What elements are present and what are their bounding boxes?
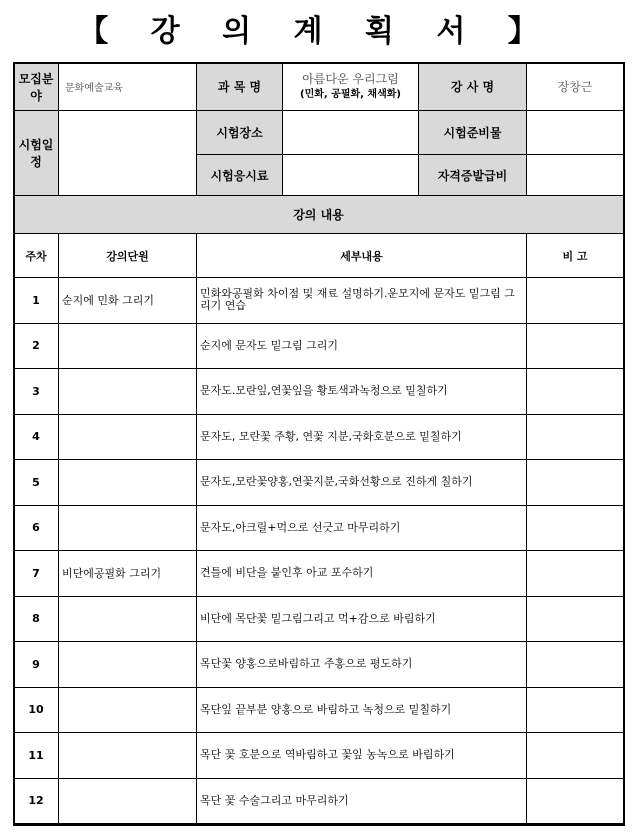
lecture-unit bbox=[59, 460, 197, 506]
table-row bbox=[14, 642, 624, 688]
lecture-note bbox=[527, 551, 624, 597]
exam-place-label: 시험장소 bbox=[197, 111, 283, 155]
lecture-note bbox=[527, 778, 624, 824]
table-row bbox=[14, 278, 624, 324]
week-number: 10 bbox=[14, 687, 59, 733]
instructor-label: 강 사 명 bbox=[419, 63, 527, 111]
lecture-note bbox=[527, 323, 624, 369]
exam-schedule-label: 시험일정 bbox=[14, 111, 59, 196]
lecture-content: 목단꽃 양홍으로바림하고 주홍으로 평도하기 bbox=[197, 642, 527, 688]
cert-fee-label: 자격증발급비 bbox=[419, 155, 527, 196]
lecture-content: 목단 꽃 호분으로 역바림하고 꽃잎 농녹으로 바림하기 bbox=[197, 733, 527, 779]
exam-place-value bbox=[283, 111, 419, 155]
lecture-unit bbox=[59, 778, 197, 824]
lecture-unit bbox=[59, 642, 197, 688]
lecture-content: 문자도,모란꽃양홍,연꽃지분,국화선황으로 진하게 칠하기 bbox=[197, 460, 527, 506]
table-row bbox=[14, 687, 624, 733]
week-number: 12 bbox=[14, 778, 59, 824]
lecture-plan-table bbox=[13, 62, 624, 824]
column-header-unit: 강의단원 bbox=[59, 234, 197, 278]
section-title: 강의 내용 bbox=[14, 196, 624, 234]
lecture-note bbox=[527, 369, 624, 415]
lecture-unit: 순지에 민화 그리기 bbox=[59, 278, 197, 324]
exam-prep-label: 시험준비물 bbox=[419, 111, 527, 155]
exam-fee-value bbox=[283, 155, 419, 196]
field-value: 문화예술교육 bbox=[59, 63, 197, 111]
lecture-content: 비단에 목단꽃 밑그림그리고 먹+감으로 바림하기 bbox=[197, 596, 527, 642]
week-number: 1 bbox=[14, 278, 59, 324]
lecture-content: 목단 꽃 수술그리고 마무리하기 bbox=[197, 778, 527, 824]
lecture-unit bbox=[59, 505, 197, 551]
course-subtitle: (민화, 공필화, 채색화) bbox=[300, 88, 401, 100]
lecture-unit bbox=[59, 687, 197, 733]
week-number: 8 bbox=[14, 596, 59, 642]
field-label: 모집분야 bbox=[14, 63, 59, 111]
instructor-value: 장창근 bbox=[527, 63, 624, 111]
week-number: 7 bbox=[14, 551, 59, 597]
week-number: 4 bbox=[14, 414, 59, 460]
table-row bbox=[14, 596, 624, 642]
weeks-body bbox=[14, 278, 624, 824]
week-number: 6 bbox=[14, 505, 59, 551]
table-row bbox=[14, 323, 624, 369]
lecture-unit bbox=[59, 323, 197, 369]
lecture-content: 문자도,아크릴+먹으로 선긋고 마무리하기 bbox=[197, 505, 527, 551]
exam-fee-label: 시험응시료 bbox=[197, 155, 283, 196]
lecture-note bbox=[527, 687, 624, 733]
column-header-content: 세부내용 bbox=[197, 234, 527, 278]
table-row bbox=[14, 551, 624, 597]
lecture-content: 견틀에 비단을 붙인후 아교 포수하기 bbox=[197, 551, 527, 597]
table-row bbox=[14, 460, 624, 506]
lecture-unit bbox=[59, 733, 197, 779]
week-number: 9 bbox=[14, 642, 59, 688]
lecture-unit: 비단에공필화 그리기 bbox=[59, 551, 197, 597]
week-number: 2 bbox=[14, 323, 59, 369]
week-number: 5 bbox=[14, 460, 59, 506]
course-cell bbox=[283, 63, 419, 111]
page-title: 【 강 의 계 획 서 】 bbox=[78, 14, 554, 49]
course-label: 과 목 명 bbox=[197, 63, 283, 111]
lecture-unit bbox=[59, 414, 197, 460]
lecture-note bbox=[527, 505, 624, 551]
exam-schedule-value bbox=[59, 111, 197, 196]
lecture-note bbox=[527, 596, 624, 642]
lecture-content: 목단잎 끝부분 양홍으로 바림하고 녹청으로 밑칠하기 bbox=[197, 687, 527, 733]
lecture-note bbox=[527, 733, 624, 779]
lecture-unit bbox=[59, 369, 197, 415]
lecture-unit bbox=[59, 596, 197, 642]
lecture-content: 문자도, 모란꽃 주황, 연꽃 지분,국화호분으로 밑칠하기 bbox=[197, 414, 527, 460]
table-row bbox=[14, 414, 624, 460]
table-row bbox=[14, 369, 624, 415]
lecture-note bbox=[527, 414, 624, 460]
week-number: 11 bbox=[14, 733, 59, 779]
lecture-content: 문자도.모란잎,연꽃잎을 황토색과녹청으로 밑칠하기 bbox=[197, 369, 527, 415]
lecture-note bbox=[527, 460, 624, 506]
lecture-content: 민화와공필화 차이점 및 재료 설명하기.운모지에 문자도 밑그림 그리기 연습 bbox=[197, 278, 527, 324]
week-number: 3 bbox=[14, 369, 59, 415]
table-row bbox=[14, 778, 624, 824]
lecture-note bbox=[527, 642, 624, 688]
lecture-note bbox=[527, 278, 624, 324]
table-row bbox=[14, 733, 624, 779]
cert-fee-value bbox=[527, 155, 624, 196]
table-row bbox=[14, 505, 624, 551]
course-name: 아름다운 우리그림 bbox=[302, 71, 399, 86]
lecture-content: 순지에 문자도 밑그림 그리기 bbox=[197, 323, 527, 369]
column-header-note: 비 고 bbox=[527, 234, 624, 278]
exam-prep-value bbox=[527, 111, 624, 155]
column-header-week: 주차 bbox=[14, 234, 59, 278]
